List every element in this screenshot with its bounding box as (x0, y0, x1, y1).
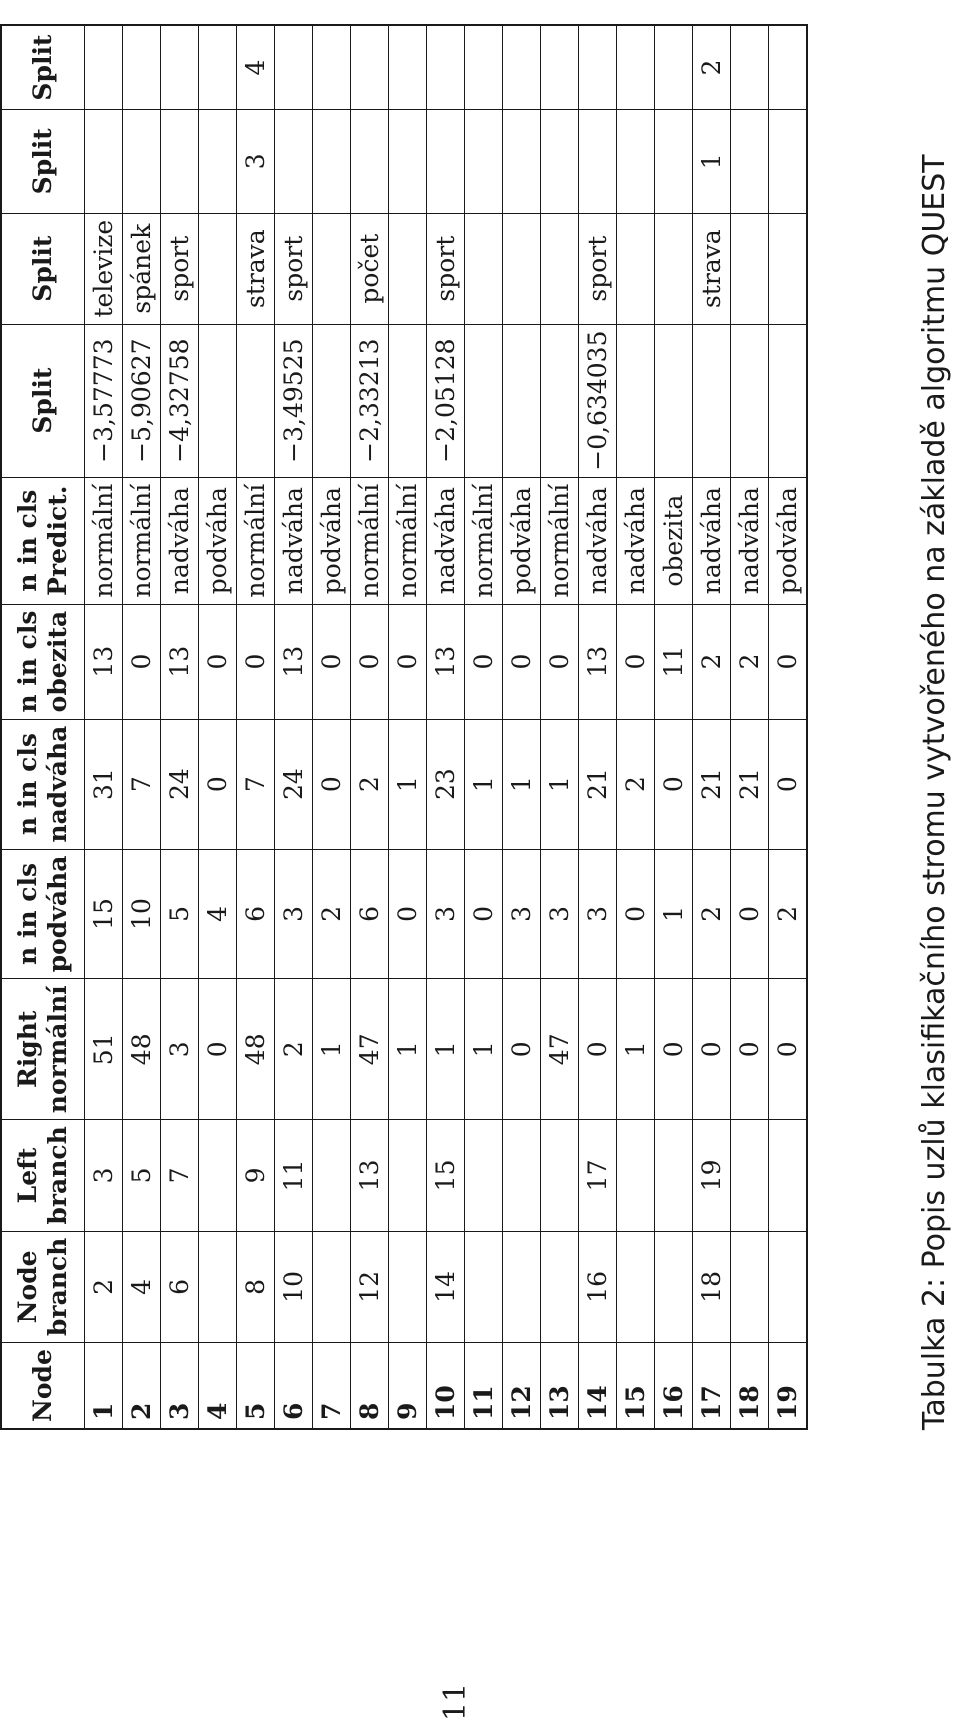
table-cell (731, 1120, 769, 1231)
column-header (1, 604, 85, 719)
table-cell: 13 (427, 604, 465, 719)
table-cell: 13 (579, 604, 617, 719)
column-header-line: obezita (43, 610, 72, 713)
table-row (85, 25, 123, 1429)
table-cell: 16 (579, 1231, 617, 1342)
table-cell (199, 213, 237, 324)
table-row (351, 25, 389, 1429)
table-cell: 0 (769, 979, 808, 1120)
table-cell: 5 (161, 849, 199, 979)
table-cell (199, 324, 237, 477)
table-cell: 1 (617, 979, 655, 1120)
node-id-cell: 1 (85, 1343, 123, 1429)
table-cell: 6 (351, 849, 389, 979)
table-cell: normální (123, 477, 161, 604)
table-cell (655, 109, 693, 213)
rotated-page-body (0, 2, 952, 1732)
table-cell: 15 (85, 849, 123, 979)
column-header-line: n in cls (13, 733, 42, 836)
table-cell (123, 25, 161, 109)
column-header-line: Split (28, 34, 57, 101)
table-cell: 2 (275, 979, 313, 1120)
table-cell: nadváha (693, 477, 731, 604)
table-cell (769, 1120, 808, 1231)
column-header (1, 109, 85, 213)
table-cell: 1 (465, 719, 503, 849)
table-row (237, 25, 275, 1429)
table-cell: 2 (693, 604, 731, 719)
table-cell: 8 (237, 1231, 275, 1342)
column-header-line: podváha (43, 855, 72, 973)
table-cell: nadváha (161, 477, 199, 604)
table-cell (617, 25, 655, 109)
table-cell (617, 324, 655, 477)
table-cell (389, 213, 427, 324)
table-cell (541, 1120, 579, 1231)
table-cell: −3,57773 (85, 324, 123, 477)
column-header-line: Split (28, 235, 57, 302)
column-header-line: Node (28, 1349, 57, 1422)
column-header (1, 477, 85, 604)
table-cell: strava (237, 213, 275, 324)
node-id-cell: 3 (161, 1343, 199, 1429)
table-cell: 0 (617, 849, 655, 979)
table-cell: normální (85, 477, 123, 604)
column-header (1, 324, 85, 477)
table-cell: 1 (465, 979, 503, 1120)
table-cell: 4 (123, 1231, 161, 1342)
table-cell: 0 (769, 719, 808, 849)
table-cell: 5 (123, 1120, 161, 1231)
column-header (1, 1120, 85, 1231)
table-cell: 19 (693, 1120, 731, 1231)
table-cell: podváha (313, 477, 351, 604)
table-cell (85, 25, 123, 109)
table-cell: 6 (161, 1231, 199, 1342)
table-cell (85, 109, 123, 213)
node-id-cell: 8 (351, 1343, 389, 1429)
quest-node-table (0, 24, 808, 1430)
table-cell: 2 (617, 719, 655, 849)
table-cell (123, 109, 161, 213)
table-cell: 7 (161, 1120, 199, 1231)
table-cell: 1 (503, 719, 541, 849)
node-id-cell: 12 (503, 1343, 541, 1429)
column-header (1, 849, 85, 979)
column-header-line: Split (28, 367, 57, 434)
table-cell (731, 25, 769, 109)
node-id-cell: 4 (199, 1343, 237, 1429)
table-cell (237, 324, 275, 477)
table-cell (313, 25, 351, 109)
column-header-line: n in cls (13, 862, 42, 965)
table-cell (275, 109, 313, 213)
node-id-cell: 5 (237, 1343, 275, 1429)
table-cell (389, 109, 427, 213)
column-header-line: nadváha (43, 725, 72, 843)
column-header (1, 979, 85, 1120)
table-cell: nadváha (275, 477, 313, 604)
table-row (655, 25, 693, 1429)
table-cell: 3 (503, 849, 541, 979)
table-cell: 1 (655, 849, 693, 979)
table-cell: 11 (275, 1120, 313, 1231)
table-cell (465, 324, 503, 477)
table-cell (579, 109, 617, 213)
table-cell: 0 (579, 979, 617, 1120)
node-id-cell: 10 (427, 1343, 465, 1429)
table-cell: 0 (389, 604, 427, 719)
table-cell: 0 (769, 604, 808, 719)
table-cell: 1 (389, 719, 427, 849)
table-cell: strava (693, 213, 731, 324)
table-cell: sport (579, 213, 617, 324)
table-cell: −4,32758 (161, 324, 199, 477)
table-cell: normální (465, 477, 503, 604)
table-cell (769, 213, 808, 324)
table-cell: 0 (503, 979, 541, 1120)
table-cell: 47 (541, 979, 579, 1120)
table-cell: počet (351, 213, 389, 324)
table-row (427, 25, 465, 1429)
table-cell: 13 (161, 604, 199, 719)
table-cell (313, 213, 351, 324)
table-cell (389, 1231, 427, 1342)
table-cell: televize (85, 213, 123, 324)
table-cell (503, 1231, 541, 1342)
table-row (199, 25, 237, 1429)
table-cell: 3 (427, 849, 465, 979)
column-header (1, 25, 85, 109)
table-cell: 2 (693, 849, 731, 979)
table-cell (503, 213, 541, 324)
node-id-cell: 11 (465, 1343, 503, 1429)
table-cell: 18 (693, 1231, 731, 1342)
node-id-cell: 2 (123, 1343, 161, 1429)
column-header (1, 1343, 85, 1429)
table-cell: −2,33213 (351, 324, 389, 477)
node-id-cell: 14 (579, 1343, 617, 1429)
table-cell: sport (161, 213, 199, 324)
table-cell (731, 324, 769, 477)
table-cell: 13 (351, 1120, 389, 1231)
table-cell (503, 109, 541, 213)
table-cell: 2 (731, 604, 769, 719)
node-id-cell: 6 (275, 1343, 313, 1429)
node-id-cell: 17 (693, 1343, 731, 1429)
table-cell (389, 324, 427, 477)
table-cell: 0 (541, 604, 579, 719)
table-cell: 2 (769, 849, 808, 979)
column-header-line: Left (13, 1147, 42, 1204)
table-cell: −5,90627 (123, 324, 161, 477)
table-row (161, 25, 199, 1429)
table-cell: 0 (503, 604, 541, 719)
table-cell (655, 25, 693, 109)
table-cell: 2 (313, 849, 351, 979)
table-row (503, 25, 541, 1429)
table-caption: Tabulka 2: Popis uzlů klasifikačního stromu vytvořeného na základě algoritmu QUEST (917, 154, 952, 1430)
table-row (617, 25, 655, 1429)
table-cell: 0 (199, 979, 237, 1120)
table-row (769, 25, 808, 1429)
table-cell: 12 (351, 1231, 389, 1342)
table-cell: normální (541, 477, 579, 604)
table-cell (313, 1120, 351, 1231)
table-cell: podváha (199, 477, 237, 604)
table-cell: 21 (579, 719, 617, 849)
table-cell (465, 109, 503, 213)
column-header-line: branch (43, 1126, 72, 1225)
table-cell: 2 (693, 25, 731, 109)
table-row (579, 25, 617, 1429)
table-cell (503, 324, 541, 477)
table-header-row (1, 25, 85, 1429)
table-cell (769, 25, 808, 109)
node-id-cell: 9 (389, 1343, 427, 1429)
column-header (1, 719, 85, 849)
table-cell: 10 (275, 1231, 313, 1342)
table-cell (313, 324, 351, 477)
table-cell: 17 (579, 1120, 617, 1231)
table-cell (541, 1231, 579, 1342)
table-cell: 0 (617, 604, 655, 719)
table-cell (769, 1231, 808, 1342)
table-row (731, 25, 769, 1429)
table-row (275, 25, 313, 1429)
table-cell: −2,05128 (427, 324, 465, 477)
table-cell: sport (427, 213, 465, 324)
table-cell: 21 (731, 719, 769, 849)
table-cell: 0 (731, 979, 769, 1120)
table-cell: 0 (389, 849, 427, 979)
table-cell (465, 25, 503, 109)
table-cell (199, 1120, 237, 1231)
table-cell: obezita (655, 477, 693, 604)
table-cell (617, 109, 655, 213)
table-cell (199, 1231, 237, 1342)
table-cell (427, 25, 465, 109)
table-cell: 13 (275, 604, 313, 719)
table-cell: 7 (237, 719, 275, 849)
table-cell: 21 (693, 719, 731, 849)
table-row (693, 25, 731, 1429)
table-row (313, 25, 351, 1429)
table-cell (541, 25, 579, 109)
table-cell (731, 213, 769, 324)
table-cell: nadváha (617, 477, 655, 604)
table-cell: 0 (655, 979, 693, 1120)
table-cell (465, 213, 503, 324)
table-cell: 0 (237, 604, 275, 719)
column-header-line: Right (13, 1010, 42, 1089)
table-cell (161, 109, 199, 213)
table-cell (731, 1231, 769, 1342)
table-cell: 15 (427, 1120, 465, 1231)
table-cell (541, 109, 579, 213)
table-cell (655, 1120, 693, 1231)
table-cell: 0 (465, 604, 503, 719)
table-cell: 1 (313, 979, 351, 1120)
table-cell: 0 (655, 719, 693, 849)
table-cell: nadváha (579, 477, 617, 604)
column-header-line: normální (43, 985, 72, 1114)
table-cell: 2 (351, 719, 389, 849)
table-cell: 1 (389, 979, 427, 1120)
table-cell: 1 (693, 109, 731, 213)
table-cell: 3 (541, 849, 579, 979)
table-cell: 0 (313, 604, 351, 719)
table-cell (655, 1231, 693, 1342)
table-cell (731, 109, 769, 213)
table-cell: nadváha (731, 477, 769, 604)
column-header (1, 213, 85, 324)
table-cell (465, 1120, 503, 1231)
table-cell: 4 (199, 849, 237, 979)
table-body (85, 25, 808, 1429)
node-id-cell: 19 (769, 1343, 808, 1429)
table-cell (351, 25, 389, 109)
table-row (465, 25, 503, 1429)
table-cell (275, 25, 313, 109)
table-cell (427, 109, 465, 213)
table-cell (199, 109, 237, 213)
node-id-cell: 18 (731, 1343, 769, 1429)
column-header-line: n in cls (13, 489, 42, 592)
table-cell: 7 (123, 719, 161, 849)
table-cell: 3 (275, 849, 313, 979)
column-header-line: n in cls (13, 610, 42, 713)
table-cell (541, 324, 579, 477)
table-cell: 51 (85, 979, 123, 1120)
table-cell: spánek (123, 213, 161, 324)
table-cell: 0 (693, 979, 731, 1120)
table-cell: 4 (237, 25, 275, 109)
table-cell: normální (237, 477, 275, 604)
table-cell: 24 (161, 719, 199, 849)
table-cell: 31 (85, 719, 123, 849)
table-cell: −0,634035 (579, 324, 617, 477)
column-header-line: branch (43, 1237, 72, 1337)
column-header-line: Node (13, 1250, 42, 1324)
table-cell: 47 (351, 979, 389, 1120)
table-cell: sport (275, 213, 313, 324)
table-cell: 0 (123, 604, 161, 719)
table-cell: 48 (237, 979, 275, 1120)
table-cell: normální (389, 477, 427, 604)
table-cell (503, 1120, 541, 1231)
page-number: 11 (438, 1682, 473, 1722)
table-cell (617, 213, 655, 324)
table-cell (617, 1231, 655, 1342)
table-cell (313, 109, 351, 213)
table-row (541, 25, 579, 1429)
table-cell: 1 (427, 979, 465, 1120)
table-cell: 0 (199, 719, 237, 849)
table-cell: 11 (655, 604, 693, 719)
column-header (1, 1231, 85, 1342)
table-cell: −3,49525 (275, 324, 313, 477)
column-header-line: Split (28, 128, 57, 195)
table-cell (199, 25, 237, 109)
table-cell: normální (351, 477, 389, 604)
table-cell: 24 (275, 719, 313, 849)
table-cell: 1 (541, 719, 579, 849)
table-cell: 3 (161, 979, 199, 1120)
node-id-cell: 13 (541, 1343, 579, 1429)
table-cell (389, 25, 427, 109)
node-id-cell: 16 (655, 1343, 693, 1429)
table-cell (769, 324, 808, 477)
table-cell (579, 25, 617, 109)
table-cell (769, 109, 808, 213)
table-cell: 10 (123, 849, 161, 979)
table-cell: 0 (313, 719, 351, 849)
table-cell: 9 (237, 1120, 275, 1231)
node-id-cell: 7 (313, 1343, 351, 1429)
table-cell (465, 1231, 503, 1342)
table-cell (389, 1120, 427, 1231)
table-cell (351, 109, 389, 213)
table-cell: 0 (351, 604, 389, 719)
table-cell: 13 (85, 604, 123, 719)
table-row (389, 25, 427, 1429)
table-cell: 0 (465, 849, 503, 979)
table-cell: 3 (85, 1120, 123, 1231)
table-cell: podváha (503, 477, 541, 604)
table-cell: 0 (199, 604, 237, 719)
table-cell (313, 1231, 351, 1342)
table-cell: podváha (769, 477, 808, 604)
table-cell: 3 (237, 109, 275, 213)
table-cell (161, 25, 199, 109)
table-cell (541, 213, 579, 324)
table-cell (617, 1120, 655, 1231)
table-cell: 48 (123, 979, 161, 1120)
node-id-cell: 15 (617, 1343, 655, 1429)
table-cell: nadváha (427, 477, 465, 604)
table-cell (693, 324, 731, 477)
table-cell (655, 213, 693, 324)
table-cell: 3 (579, 849, 617, 979)
table-cell: 14 (427, 1231, 465, 1342)
table-row (123, 25, 161, 1429)
table-cell (655, 324, 693, 477)
column-header-line: Predict. (43, 485, 72, 596)
table-cell: 23 (427, 719, 465, 849)
table-cell: 0 (731, 849, 769, 979)
table-cell (503, 25, 541, 109)
table-cell: 2 (85, 1231, 123, 1342)
table-cell: 6 (237, 849, 275, 979)
